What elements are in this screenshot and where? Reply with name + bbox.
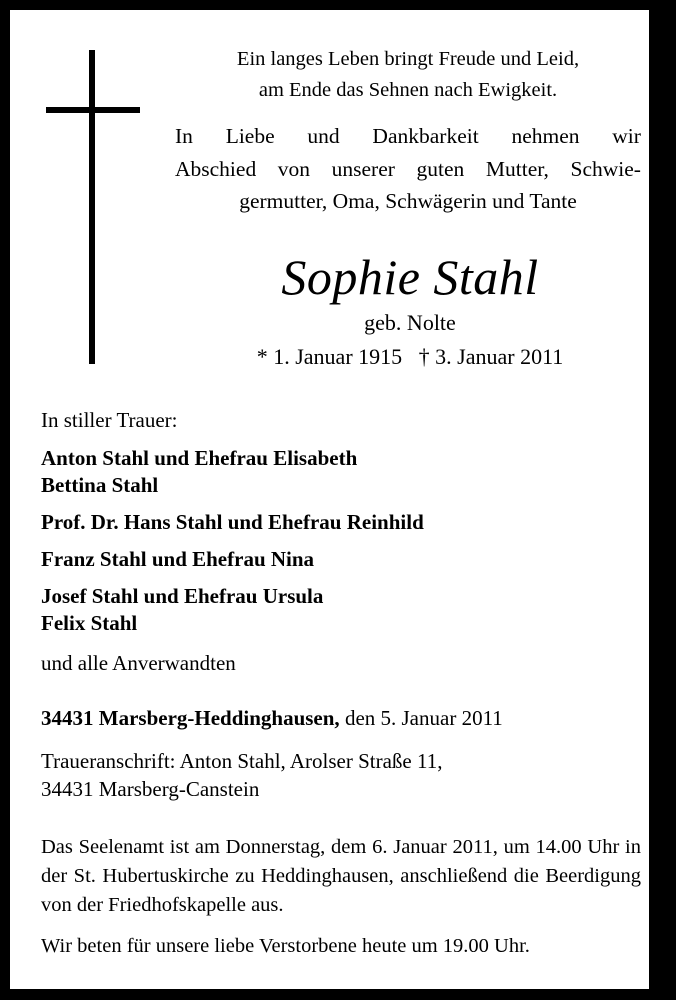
contact-line-1: Traueranschrift: Anton Stahl, Arolser Straße 11, — [41, 749, 443, 773]
memorial-verse — [175, 44, 641, 106]
service-details: Das Seelenamt ist am Donnerstag, dem 6. Januar 2011, um 14.00 Uhr in der St. Hubertuskirche zu Heddinghausen, anschließend die Beerdigung von der Friedhofskapelle aus. — [41, 836, 641, 916]
intro-word: In — [175, 124, 193, 148]
verse-line-2: am Ende das Sehnen nach Ewigkeit. — [258, 79, 558, 101]
farewell-intro-line-2 — [175, 153, 641, 186]
intro-word: wir — [612, 124, 641, 148]
mourner-sub: Felix Stahl — [41, 611, 138, 635]
intro-word: Mutter, — [485, 156, 549, 181]
deceased-maiden-name: geb. Nolte — [364, 310, 456, 335]
deceased-name-block — [160, 248, 649, 372]
place-town: 34431 Marsberg-Heddinghausen, — [41, 706, 340, 730]
intro-word: Abschied — [175, 156, 257, 181]
intro-word: unserer — [331, 156, 395, 181]
mourner-entry — [41, 546, 641, 573]
mourner-main: Franz Stahl und Ehefrau Nina — [41, 547, 315, 571]
verse-line-1: Ein langes Leben bringt Freude und Leid, — [236, 48, 580, 70]
intro-word: von — [277, 156, 311, 181]
mourning-closing: und alle Anverwandten — [41, 651, 236, 675]
notice-body — [41, 406, 641, 961]
intro-word: Liebe — [225, 124, 275, 148]
mourner-entry — [41, 509, 641, 536]
notice-header-text — [175, 44, 641, 218]
intro-word: und — [307, 124, 340, 148]
farewell-intro-line-1 — [175, 120, 641, 153]
contact-address — [41, 747, 641, 803]
place-and-date-line — [41, 704, 641, 733]
mourner-entry — [41, 583, 641, 637]
intro-word: nehmen — [511, 124, 580, 148]
mourner-entry — [41, 445, 641, 499]
notice-sheet — [10, 10, 649, 989]
mourner-sub: Bettina Stahl — [41, 473, 159, 497]
intro-word: Schwie- — [570, 156, 641, 181]
farewell-intro — [175, 120, 641, 218]
intro-word: guten — [416, 156, 465, 181]
deceased-name: Sophie Stahl — [281, 249, 539, 305]
christian-cross-icon — [10, 10, 160, 370]
cross-vertical-bar — [89, 50, 95, 364]
intro-word: Dankbarkeit — [372, 124, 479, 148]
mourning-lead: In stiller Trauer: — [41, 408, 178, 432]
mourners-list — [41, 445, 641, 637]
deceased-life-dates: * 1. Januar 1915 † 3. Januar 2011 — [256, 344, 564, 369]
mourner-main: Anton Stahl und Ehefrau Elisabeth — [41, 446, 358, 470]
place-date: den 5. Januar 2011 — [339, 706, 503, 730]
mourner-main: Prof. Dr. Hans Stahl und Ehefrau Reinhild — [41, 510, 424, 534]
farewell-intro-line-3: germutter, Oma, Schwägerin und Tante — [239, 189, 577, 213]
prayer-details: Wir beten für unsere liebe Verstorbene heute um 19.00 Uhr. — [41, 935, 530, 957]
cross-horizontal-bar — [46, 107, 140, 113]
contact-line-2: 34431 Marsberg-Canstein — [41, 777, 260, 801]
mourner-main: Josef Stahl und Ehefrau Ursula — [41, 584, 324, 608]
